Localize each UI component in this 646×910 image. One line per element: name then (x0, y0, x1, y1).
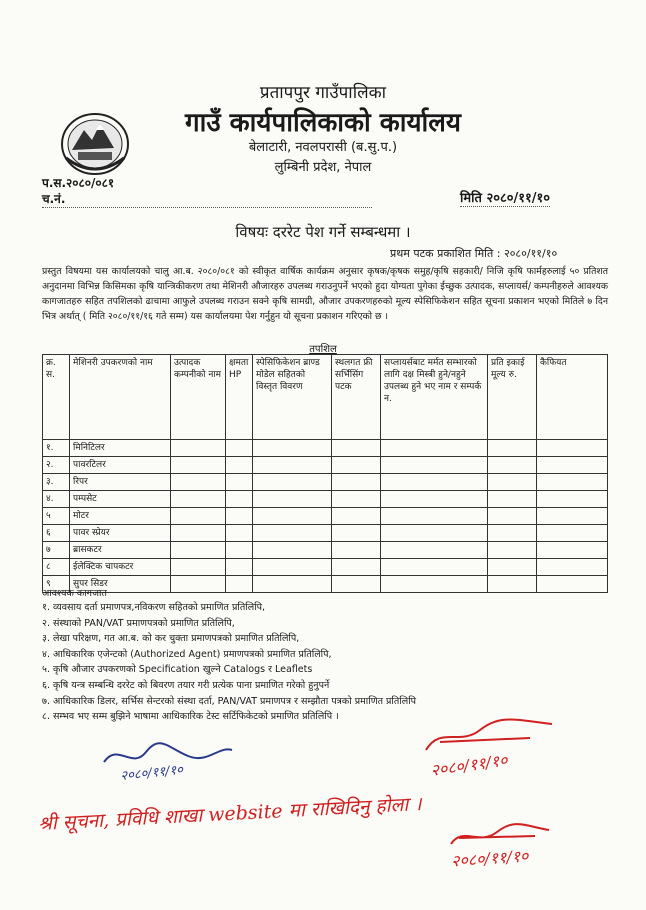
table-row (43, 508, 608, 525)
row-sn: ६ (43, 525, 70, 542)
handwritten-note: श्री सूचना, प्रविधि शाखा website मा राखिदिनु होला । (37, 792, 423, 836)
list-item: ७. आधिकारिक डिलर, सर्भिस सेन्टरको संस्था दर्ता, PAN/VAT प्रमाणपत्र र सम्झौता पत्रको प्रमाणित प्रतिलिपि (42, 695, 417, 707)
col-machine: मेशिनरी उपकरणको नाम (70, 355, 171, 440)
col-remarks: कैफियत (537, 355, 608, 440)
table-row (43, 474, 608, 491)
office-title: गाउँ कार्यपालिकाको कार्यालय (185, 108, 461, 138)
reference-number: प.स.२०८०/०८१ (42, 176, 115, 190)
row-sn: ५ (43, 508, 70, 525)
office-province: लुम्बिनी प्रदेश, नेपाल (274, 160, 372, 175)
table-row (43, 440, 608, 457)
row-machine: ब्रासकटर (70, 542, 171, 559)
tapsil-heading: तपशिल (309, 344, 337, 355)
row-machine: मिनिटिलर (70, 440, 171, 457)
row-machine: पावरटिलर (70, 457, 171, 474)
col-service: स्थलगत फ्री सर्भिसिंग पटक (332, 355, 381, 440)
table-header-row (43, 355, 608, 440)
office-address: बेलाटारी, नवलपरासी (ब.सु.प.) (248, 140, 398, 155)
list-item: ३. लेखा परिक्षण, गत आ.ब. को कर चुक्ता प्रमाणपत्रको प्रमाणित प्रतिलिपि, (42, 633, 300, 645)
list-item: १. व्यवसाय दर्ता प्रमाणपत्र,नविकरण सहितको प्रमाणित प्रतिलिपि, (42, 602, 266, 613)
row-sn: ९ (43, 576, 70, 593)
notice-body: प्रस्तुत विषयमा यस कार्यालयको चालु आ.ब. २०८०/०८१ को स्वीकृत वार्षिक कार्यक्रम अनुसार कृषक/कृषक समुह/कृषि सहकारी/ निजि कृषि फार्महरुलाई ५० प्रतिशत अनुदानमा विभिन्न किसिमका कृषि यान्त्रिकीकरण तथा मेशिनरी औजारहरु उपलब्ध गराउनुपर्ने भएको हुदा योग्यता पुगेका ईच्छुक उत्पादक, सप्लायर्स/ कम्पनीहरुले आवश्यक कागजातहरु सहित तपशिलको ढाचामा आफुले उपलब्ध गराउन सक्ने कृषि सामग्री, औजार उपकरणहरुको मूल्य स्पेसिफिकेशन सहित सूचना प्रकाशन भएको मितिले ७ दिन भित्र अर्थात् ( मिति २०८०/११/१६ गते सम्म) यस कार्यालयमा पेश गर्नुहुन यो सूचना प्रकाशन गरिएको छ । (42, 266, 608, 322)
row-sn: १. (43, 440, 70, 457)
row-machine: ईलेक्टिक चापकटर (70, 559, 171, 576)
published-date: प्रथम पटक प्रकाशित मिति : २०८०/११/१० (390, 247, 558, 260)
list-item: ४. आधिकारिक एजेन्टको (Authorized Agent) प्रमाणपत्रको प्रमाणित प्रतिलिपि, (42, 648, 332, 660)
col-mechanic: सप्लायर्सबाट मर्मत सम्भारको लागि दक्ष मिस्त्री हुने/नहुने उपलब्ध हुने भए नाम र सम्पर्क न. (381, 355, 488, 440)
table-row (43, 576, 608, 593)
row-sn: २. (43, 457, 70, 474)
dispatch-number: च.नं. (42, 190, 372, 208)
table-row (43, 525, 608, 542)
col-sn: क्र. स. (43, 355, 70, 440)
signature-red-2 (445, 820, 555, 871)
nepal-emblem-icon (58, 108, 132, 178)
list-item: २. संस्थाको PAN/VAT प्रमाणपत्रको प्रमाणित प्रतिलिपि, (42, 617, 235, 629)
row-sn: ८ (43, 559, 70, 576)
table-row (43, 559, 608, 576)
letter-date: मिति २०८०/११/१० (460, 188, 550, 207)
row-sn: ४. (43, 491, 70, 508)
requirements-list (42, 600, 416, 725)
requirements-heading: आवश्यक कागजात (42, 588, 107, 599)
col-capacity: क्षमता HP (226, 355, 253, 440)
row-machine: रिपर (70, 474, 171, 491)
municipality-name: प्रतापपुर गाउँपालिका (259, 83, 387, 103)
signature-blue (98, 740, 238, 785)
subject-line: विषयः दररेट पेश गर्ने सम्बन्धमा । (235, 223, 411, 241)
col-company: उत्पादक कम्पनीको नाम (171, 355, 226, 440)
col-spec: स्पेसिफिकेशन ब्राण्ड मोडेल सहितको विस्तृत विवरण (253, 355, 332, 440)
row-machine: मोटर (70, 508, 171, 525)
list-item: ६. कृषि यन्त्र सम्बन्धि दररेट को बिवरण तयार गरी प्रत्येक पाना प्रमाणित गरेको हुनुपर्ने (42, 679, 330, 691)
signature-date: २०८०/११/१० (450, 846, 529, 871)
signature-date: २०८०/११/१० (119, 762, 184, 785)
col-price: प्रति इकाई मूल्य रु. (488, 355, 537, 440)
row-machine: पावर स्प्रेयर (70, 525, 171, 542)
row-machine: पम्पसेट (70, 491, 171, 508)
list-item: ८. सम्भव भए सम्म बुझिने भाषामा आधिकारिक टेस्ट सर्टिफिकेटको प्रमाणित प्रतिलिपि । (42, 711, 339, 723)
row-sn: ७ (43, 542, 70, 559)
table-row (43, 491, 608, 508)
row-machine: सुपर सिडर (70, 576, 171, 593)
table-row (43, 542, 608, 559)
table-row (43, 457, 608, 474)
price-table (42, 354, 608, 593)
list-item: ५. कृषि औजार उपकरणको Specification खुल्ने Catalogs र Leaflets (42, 664, 313, 676)
row-sn: ३. (43, 474, 70, 491)
signature-red-1 (420, 716, 560, 780)
signature-date: २०८०/११/१० (429, 750, 509, 780)
